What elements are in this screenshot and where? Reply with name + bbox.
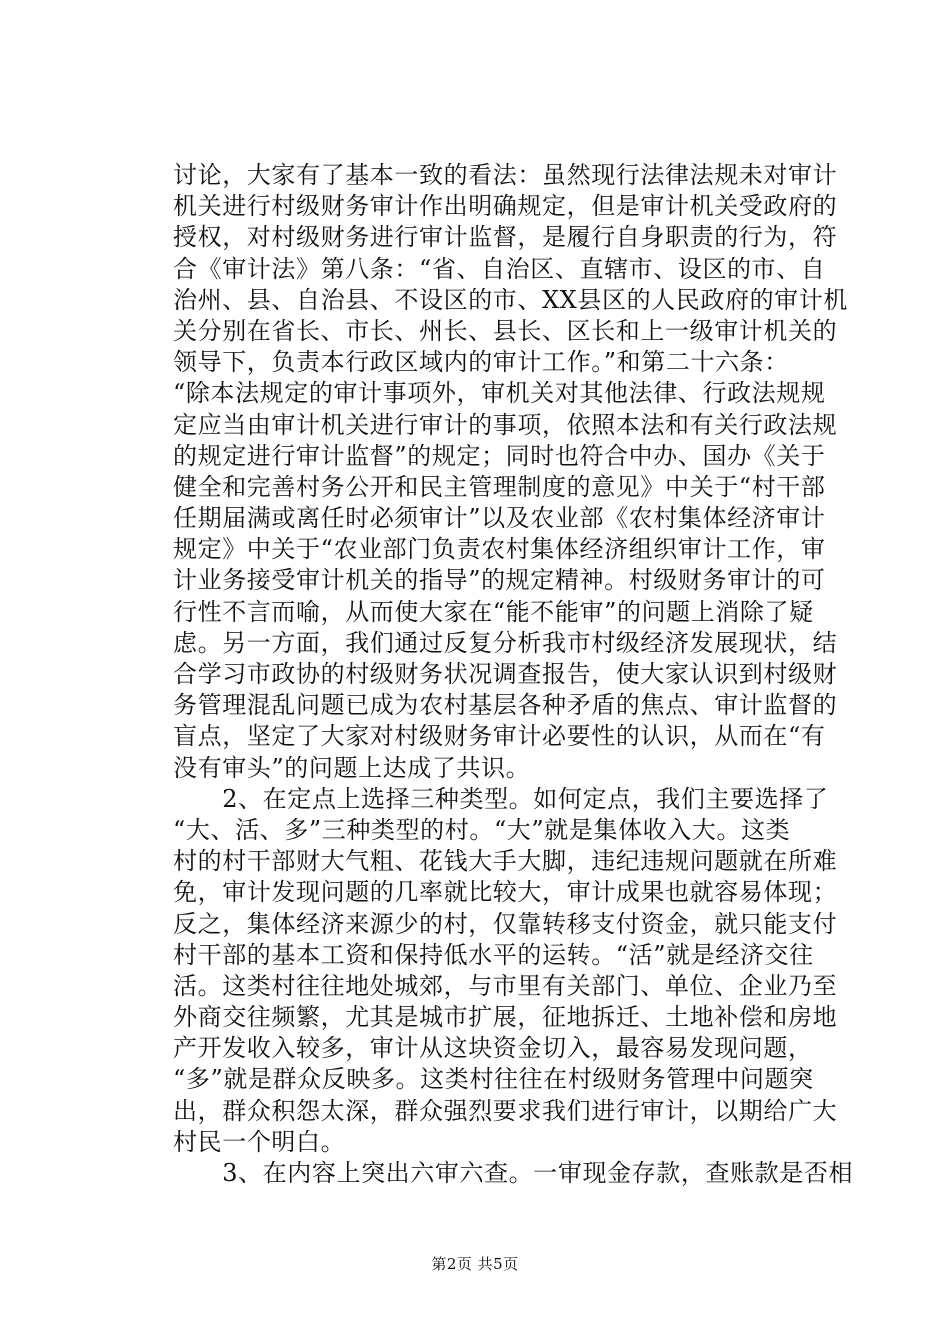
text-line: 授权，对村级财务进行审计监督，是履行自身职责的行为，符 — [173, 223, 838, 252]
text-line: 没有审头”的问题上达成了共识。 — [173, 753, 531, 782]
text-line: 机关进行村级财务审计作出明确规定，但是审计机关受政府的 — [173, 192, 838, 221]
text-line: “多”就是群众反映多。这类村往往在村级财务管理中问题突 — [173, 1065, 814, 1094]
text-line: 出，群众积怨太深，群众强烈要求我们进行审计，以期给广大 — [173, 1096, 838, 1125]
text-line: 盲点，坚定了大家对村级财务审计必要性的认识，从而在“有 — [173, 722, 826, 751]
text-line: 产开发收入较多，审计从这块资金切入，最容易发现问题， — [173, 1034, 813, 1063]
text-line: 村民一个明白。 — [173, 1127, 346, 1156]
text-line: 计业务接受审计机关的指导”的规定精神。村级财务审计的可 — [173, 566, 826, 595]
text-line: 讨论，大家有了基本一致的看法：虽然现行法律法规未对审计 — [173, 161, 838, 189]
text-line: 3、在内容上突出六审六查。一审现金存款，查账款是否相 — [173, 1159, 854, 1187]
text-line: 定应当由审计机关进行审计的事项，依照本法和有关行政法规 — [173, 410, 838, 439]
text-line: 村的村干部财大气粗、花钱大手大脚，违纪违规问题就在所难 — [173, 847, 838, 876]
text-line: 行性不言而喻，从而使大家在“能不能审”的问题上消除了疑 — [173, 597, 814, 626]
page-footer: 第2页 共5页 — [431, 1255, 519, 1273]
text-line: 活。这类村往往地处城郊，与市里有关部门、单位、企业乃至 — [173, 971, 838, 1000]
text-line: 规定》中关于“农业部门负责农村集体经济组织审计工作，审 — [173, 535, 826, 564]
body-text — [173, 160, 853, 1189]
text-line: 任期届满或离任时必须审计”以及农业部《农村集体经济审计 — [173, 504, 826, 533]
text-line: 免，审计发现问题的几率就比较大，审计成果也就容易体现； — [173, 878, 838, 907]
text-line: 反之，集体经济来源少的村，仅靠转移支付资金，就只能支付 — [173, 909, 838, 938]
text-line: 外商交往频繁，尤其是城市扩展，征地拆迁、土地补偿和房地 — [173, 1003, 838, 1032]
text-line: 合学习市政协的村级财务状况调查报告，使大家认识到村级财 — [173, 660, 838, 688]
text-line: 关分别在省长、市长、州长、县长、区长和上一级审计机关的 — [173, 316, 838, 345]
text-line: “大、活、多”三种类型的村。“大”就是集体收入大。这类 — [173, 815, 791, 844]
text-line: 的规定进行审计监督”的规定；同时也符合中办、国办《关于 — [173, 441, 826, 470]
text-line: 村干部的基本工资和保持低水平的运转。“活”就是经济交往 — [173, 940, 814, 969]
text-line: 领导下，负责本行政区域内的审计工作。”和第二十六条： — [173, 348, 789, 377]
text-line: 健全和完善村务公开和民主管理制度的意见》中关于“村干部 — [173, 472, 826, 501]
text-line: “除本法规定的审计事项外，审机关对其他法律、行政法规规 — [173, 379, 826, 408]
text-line: 治州、县、自治县、不设区的市、XX县区的人民政府的审计机 — [173, 285, 848, 314]
text-line: 虑。另一方面，我们通过反复分析我市村级经济发展现状，结 — [173, 628, 838, 657]
text-line: 合《审计法》第八条：“省、自治区、直辖市、设区的市、自 — [173, 254, 826, 283]
text-line: 2、在定点上选择三种类型。如何定点，我们主要选择了 — [173, 784, 829, 813]
text-line: 务管理混乱问题已成为农村基层各种矛盾的焦点、审计监督的 — [173, 691, 838, 720]
